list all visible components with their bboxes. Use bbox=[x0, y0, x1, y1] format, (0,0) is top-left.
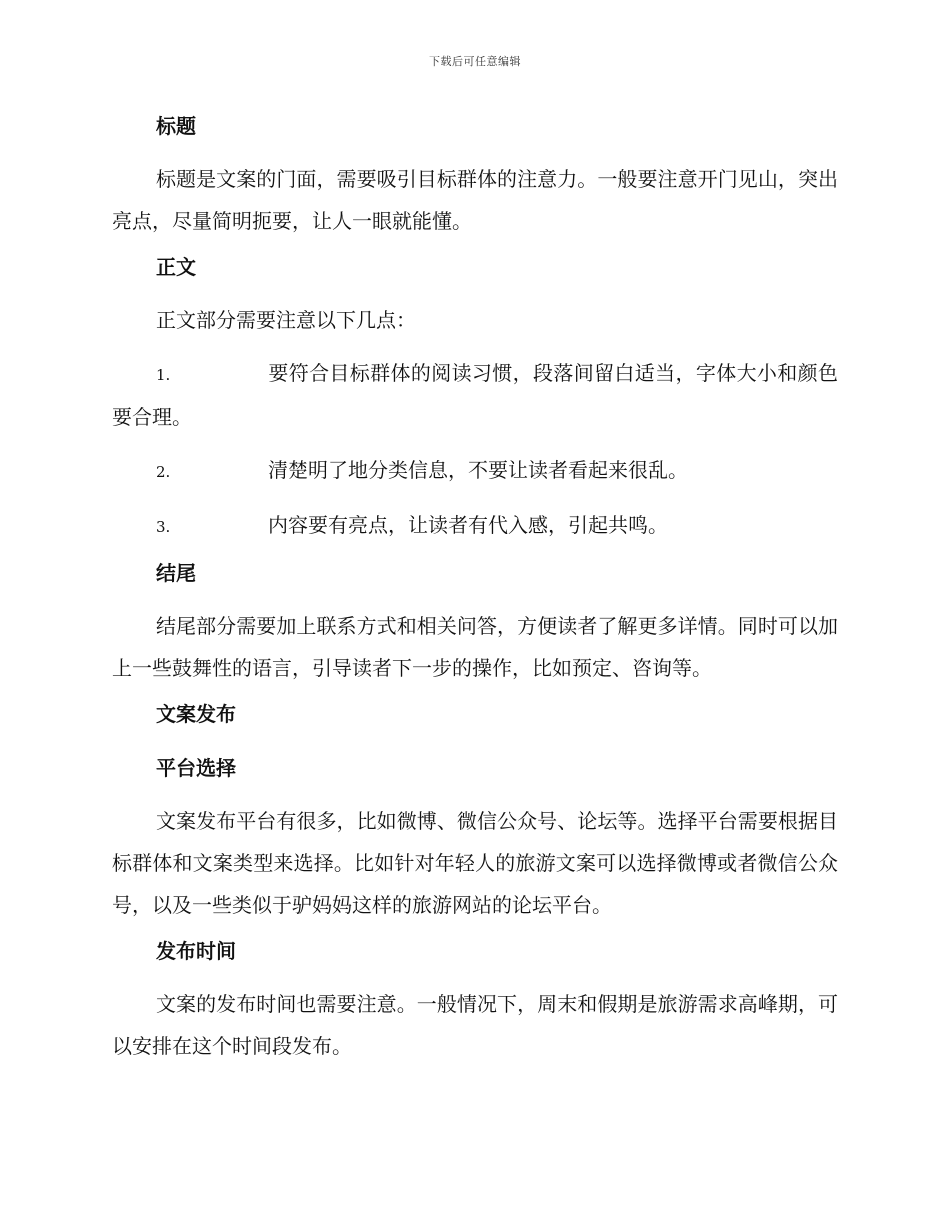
document-body bbox=[112, 112, 838, 1078]
list-item bbox=[112, 504, 838, 548]
list-item bbox=[112, 449, 838, 493]
list-item-text: 要符合目标群体的阅读习惯，段落间留白适当，字体大小和颜色要合理。 bbox=[112, 361, 838, 429]
paragraph-platform: 文案发布平台有很多，比如微博、微信公众号、论坛等。选择平台需要根据目标群体和文案类型来选择。比如针对年轻人的旅游文案可以选择微博或者微信公众号，以及一些类似于驴妈妈这样的旅游网站的论坛平台。 bbox=[112, 809, 838, 917]
page-header: 下载后可任意编辑 bbox=[429, 55, 521, 68]
paragraph-ending: 结尾部分需要加上联系方式和相关问答，方便读者了解更多详情。同时可以加上一些鼓舞性的语言，引导读者下一步的操作，比如预定、咨询等。 bbox=[112, 614, 838, 680]
list-number: 1. bbox=[156, 366, 171, 384]
heading-publish: 文案发布 bbox=[156, 702, 236, 726]
list-item bbox=[112, 352, 838, 438]
list-item-text: 清楚明了地分类信息，不要让读者看起来很乱。 bbox=[268, 458, 688, 482]
heading-body: 正文 bbox=[156, 255, 196, 279]
heading-time: 发布时间 bbox=[156, 939, 236, 963]
list-item-text: 内容要有亮点，让读者有代入感，引起共鸣。 bbox=[268, 513, 668, 537]
paragraph-body-intro: 正文部分需要注意以下几点： bbox=[156, 308, 416, 332]
paragraph-title: 标题是文案的门面，需要吸引目标群体的注意力。一般要注意开门见山，突出亮点，尽量简明扼要，让人一眼就能懂。 bbox=[112, 167, 838, 233]
paragraph-time: 文案的发布时间也需要注意。一般情况下，周末和假期是旅游需求高峰期，可以安排在这个时间段发布。 bbox=[112, 992, 838, 1058]
list-number: 3. bbox=[156, 518, 171, 536]
list-number: 2. bbox=[156, 463, 171, 481]
heading-platform: 平台选择 bbox=[156, 756, 236, 780]
heading-ending: 结尾 bbox=[156, 561, 196, 585]
heading-title: 标题 bbox=[156, 114, 196, 138]
